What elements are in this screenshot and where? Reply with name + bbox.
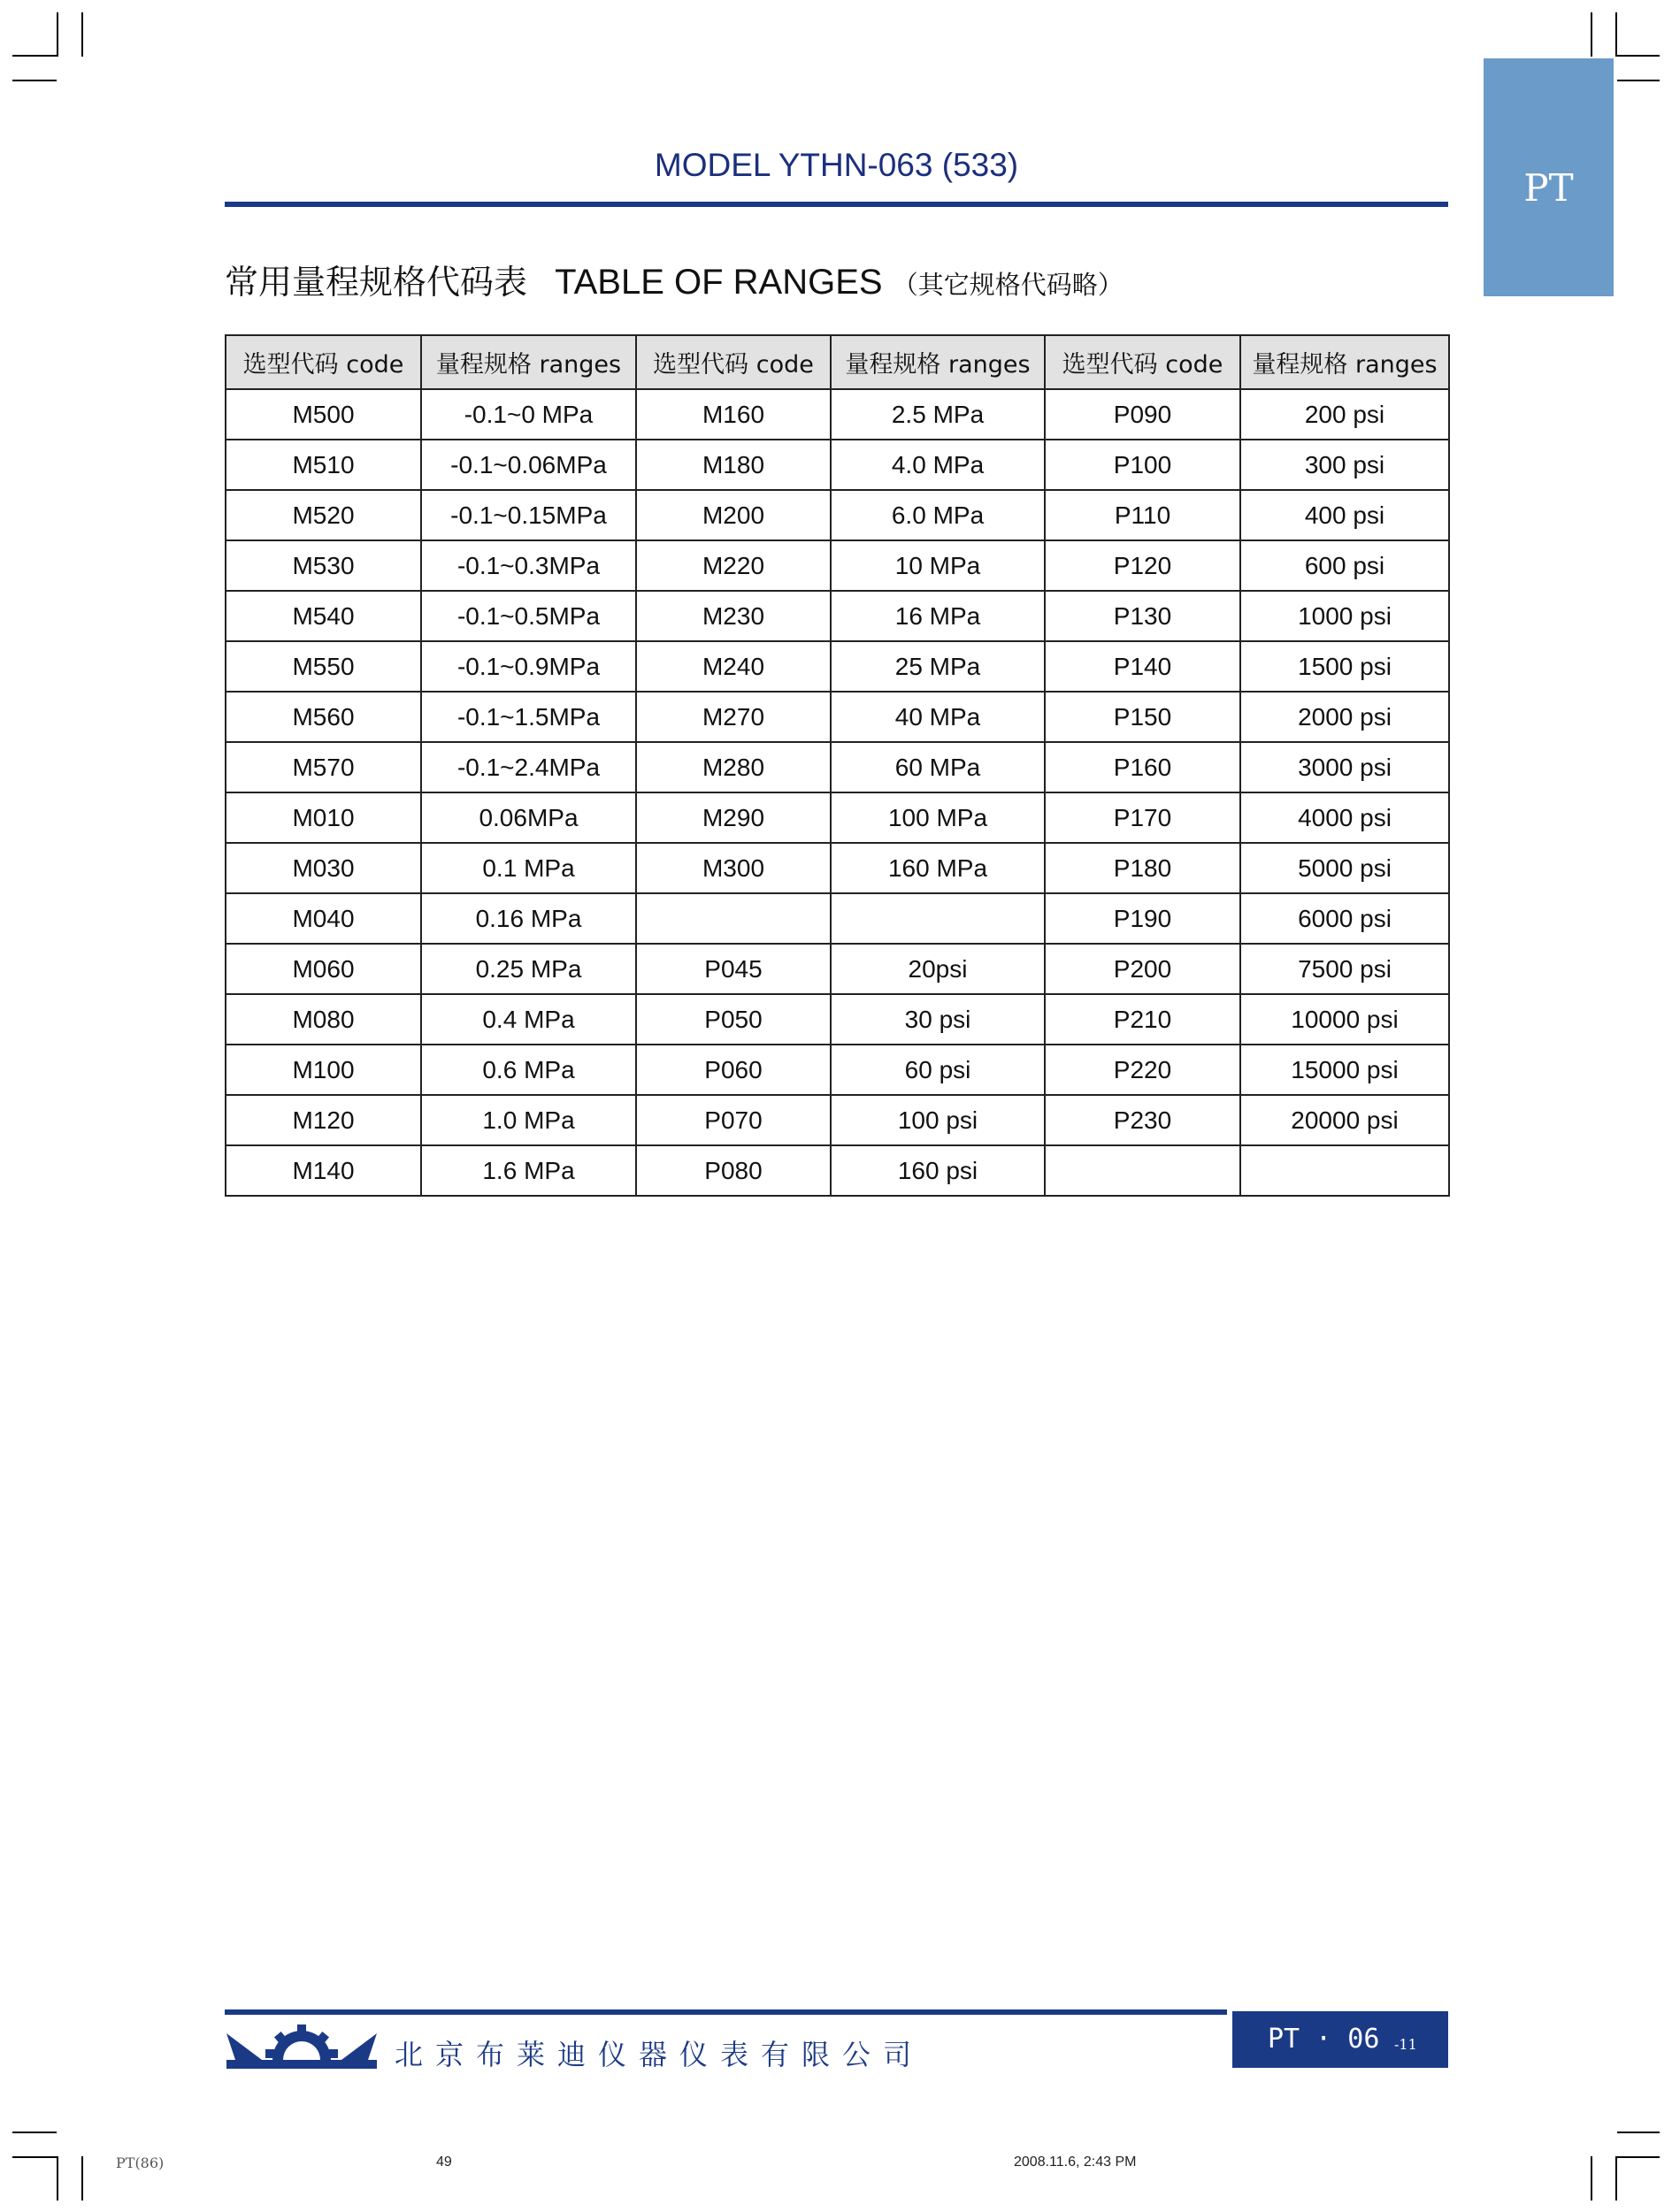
code-cell: P170 xyxy=(1045,792,1240,843)
crop-mark xyxy=(1615,12,1617,57)
table-row xyxy=(226,641,1449,692)
ranges-table xyxy=(225,334,1450,1197)
table-row xyxy=(226,994,1449,1045)
range-cell: -0.1~2.4MPa xyxy=(421,742,636,792)
section-tab-label: PT xyxy=(1523,166,1574,210)
code-cell: P090 xyxy=(1045,389,1240,440)
code-cell: M280 xyxy=(636,742,831,792)
range-cell: -0.1~0.5MPa xyxy=(421,591,636,641)
table-row xyxy=(226,591,1449,641)
code-cell: P180 xyxy=(1045,843,1240,893)
code-cell: P210 xyxy=(1045,994,1240,1045)
section-note: （其它规格代码略） xyxy=(892,270,1124,300)
code-cell: M140 xyxy=(226,1145,421,1196)
column-header: 选型代码 code xyxy=(636,335,831,389)
footer-rule xyxy=(225,2009,1227,2015)
section-title-en: TABLE OF RANGES xyxy=(555,263,883,302)
table-row xyxy=(226,490,1449,540)
code-cell: M080 xyxy=(226,994,421,1045)
code-cell: P190 xyxy=(1045,893,1240,944)
code-cell: M160 xyxy=(636,389,831,440)
code-cell: M510 xyxy=(226,440,421,490)
column-header: 量程规格 ranges xyxy=(831,335,1045,389)
page-code: PT · 06 xyxy=(1268,2024,1380,2055)
range-cell: 160 MPa xyxy=(831,843,1045,893)
code-cell: P120 xyxy=(1045,540,1240,591)
code-cell: P080 xyxy=(636,1145,831,1196)
code-cell: M240 xyxy=(636,641,831,692)
crop-mark xyxy=(12,2156,57,2158)
table-row xyxy=(226,540,1449,591)
code-cell: M550 xyxy=(226,641,421,692)
range-cell: 4.0 MPa xyxy=(831,440,1045,490)
table-row xyxy=(226,792,1449,843)
range-cell: 2.5 MPa xyxy=(831,389,1045,440)
section-title-cn: 常用量程规格代码表 xyxy=(225,263,528,302)
crop-mark xyxy=(12,55,57,57)
crop-mark xyxy=(1591,12,1592,57)
table-row xyxy=(226,692,1449,742)
table-body xyxy=(226,389,1449,1196)
table-row xyxy=(226,1095,1449,1145)
range-cell: 60 MPa xyxy=(831,742,1045,792)
crop-mark xyxy=(1591,2156,1592,2201)
table-row xyxy=(226,1045,1449,1095)
code-cell: M530 xyxy=(226,540,421,591)
page-sub: -11 xyxy=(1394,2036,1417,2053)
code-cell: M100 xyxy=(226,1045,421,1095)
code-cell: P200 xyxy=(1045,944,1240,994)
range-cell: -0.1~0.06MPa xyxy=(421,440,636,490)
range-cell: -0.1~0.3MPa xyxy=(421,540,636,591)
code-cell: M220 xyxy=(636,540,831,591)
slug-date: 2008.11.6, 2:43 PM xyxy=(1014,2155,1137,2170)
range-cell: 3000 psi xyxy=(1240,742,1449,792)
range-cell: 2000 psi xyxy=(1240,692,1449,742)
crop-mark xyxy=(1617,80,1660,81)
range-cell: -0.1~0.9MPa xyxy=(421,641,636,692)
code-cell: M540 xyxy=(226,591,421,641)
code-cell: M520 xyxy=(226,490,421,540)
range-cell: 0.16 MPa xyxy=(421,893,636,944)
code-cell: M300 xyxy=(636,843,831,893)
crop-mark xyxy=(1617,55,1660,57)
code-cell: P130 xyxy=(1045,591,1240,641)
code-cell: M030 xyxy=(226,843,421,893)
range-cell: 10 MPa xyxy=(831,540,1045,591)
range-cell: 1.6 MPa xyxy=(421,1145,636,1196)
range-cell: 0.1 MPa xyxy=(421,843,636,893)
code-cell: P050 xyxy=(636,994,831,1045)
range-cell: 25 MPa xyxy=(831,641,1045,692)
range-cell: 0.4 MPa xyxy=(421,994,636,1045)
range-cell: -0.1~1.5MPa xyxy=(421,692,636,742)
code-cell: M120 xyxy=(226,1095,421,1145)
model-title: MODEL YTHN-063 (533) xyxy=(654,147,1019,183)
range-cell: 0.06MPa xyxy=(421,792,636,843)
crop-mark xyxy=(81,2156,83,2201)
range-cell: 4000 psi xyxy=(1240,792,1449,843)
code-cell: M060 xyxy=(226,944,421,994)
page-number-box xyxy=(1232,2011,1448,2068)
range-cell: 400 psi xyxy=(1240,490,1449,540)
section-title xyxy=(225,255,1124,303)
range-cell: 15000 psi xyxy=(1240,1045,1449,1095)
column-header: 选型代码 code xyxy=(226,335,421,389)
table-row xyxy=(226,843,1449,893)
table-row xyxy=(226,944,1449,994)
range-cell: 100 psi xyxy=(831,1095,1045,1145)
crop-mark xyxy=(57,2156,58,2201)
range-cell: 7500 psi xyxy=(1240,944,1449,994)
section-tab-pt xyxy=(1484,58,1614,296)
column-header: 量程规格 ranges xyxy=(1240,335,1449,389)
range-cell: 16 MPa xyxy=(831,591,1045,641)
code-cell: M230 xyxy=(636,591,831,641)
code-cell: M570 xyxy=(226,742,421,792)
crop-mark xyxy=(57,12,58,57)
crop-mark xyxy=(1617,2156,1660,2158)
range-cell xyxy=(1240,1145,1449,1196)
code-cell: M500 xyxy=(226,389,421,440)
table-header-row xyxy=(226,335,1449,389)
table-row xyxy=(226,742,1449,792)
code-cell: M270 xyxy=(636,692,831,742)
code-cell: P230 xyxy=(1045,1095,1240,1145)
range-cell: 6.0 MPa xyxy=(831,490,1045,540)
code-cell: M040 xyxy=(226,893,421,944)
code-cell: P045 xyxy=(636,944,831,994)
range-cell: 0.25 MPa xyxy=(421,944,636,994)
table-row xyxy=(226,440,1449,490)
table-row xyxy=(226,893,1449,944)
crop-mark xyxy=(12,2132,57,2133)
slug-page: 49 xyxy=(436,2155,452,2170)
range-cell: 200 psi xyxy=(1240,389,1449,440)
code-cell: P100 xyxy=(1045,440,1240,490)
code-cell: M560 xyxy=(226,692,421,742)
code-cell: P150 xyxy=(1045,692,1240,742)
crop-mark xyxy=(1615,2156,1617,2201)
code-cell: M290 xyxy=(636,792,831,843)
range-cell: -0.1~0 MPa xyxy=(421,389,636,440)
gear-sunrise-logo-icon xyxy=(226,2021,377,2070)
code-cell: M010 xyxy=(226,792,421,843)
code-cell: P140 xyxy=(1045,641,1240,692)
range-cell: 20psi xyxy=(831,944,1045,994)
range-cell xyxy=(831,893,1045,944)
code-cell: M200 xyxy=(636,490,831,540)
range-cell: 600 psi xyxy=(1240,540,1449,591)
table-row xyxy=(226,1145,1449,1196)
range-cell: 5000 psi xyxy=(1240,843,1449,893)
range-cell: -0.1~0.15MPa xyxy=(421,490,636,540)
column-header: 选型代码 code xyxy=(1045,335,1240,389)
range-cell: 160 psi xyxy=(831,1145,1045,1196)
code-cell xyxy=(636,893,831,944)
crop-mark xyxy=(1617,2132,1660,2133)
code-cell: M180 xyxy=(636,440,831,490)
crop-mark xyxy=(81,12,83,57)
code-cell: P070 xyxy=(636,1095,831,1145)
range-cell: 1000 psi xyxy=(1240,591,1449,641)
range-cell: 6000 psi xyxy=(1240,893,1449,944)
code-cell: P160 xyxy=(1045,742,1240,792)
range-cell: 10000 psi xyxy=(1240,994,1449,1045)
company-name: 北京布莱迪仪器仪表有限公司 xyxy=(395,2038,924,2071)
header-rule xyxy=(225,202,1448,207)
code-cell: P060 xyxy=(636,1045,831,1095)
range-cell: 0.6 MPa xyxy=(421,1045,636,1095)
range-cell: 20000 psi xyxy=(1240,1095,1449,1145)
crop-mark xyxy=(12,80,57,81)
range-cell: 30 psi xyxy=(831,994,1045,1045)
table-row xyxy=(226,389,1449,440)
code-cell: P110 xyxy=(1045,490,1240,540)
column-header: 量程规格 ranges xyxy=(421,335,636,389)
range-cell: 1.0 MPa xyxy=(421,1095,636,1145)
code-cell xyxy=(1045,1145,1240,1196)
range-cell: 40 MPa xyxy=(831,692,1045,742)
slug-file: PT(86) xyxy=(116,2155,165,2171)
range-cell: 300 psi xyxy=(1240,440,1449,490)
range-cell: 60 psi xyxy=(831,1045,1045,1095)
code-cell: P220 xyxy=(1045,1045,1240,1095)
range-cell: 100 MPa xyxy=(831,792,1045,843)
range-cell: 1500 psi xyxy=(1240,641,1449,692)
